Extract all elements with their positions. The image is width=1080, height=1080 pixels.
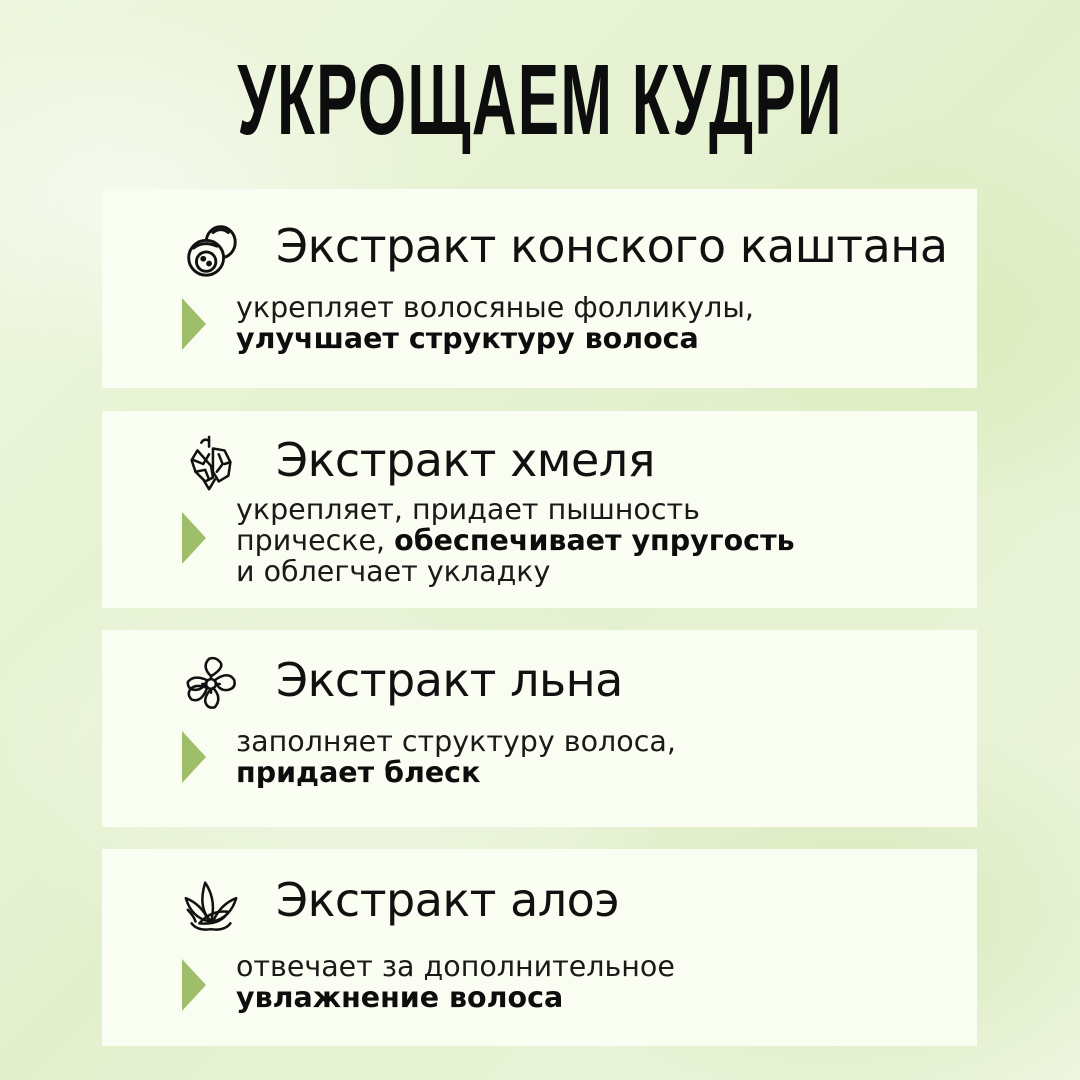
ingredient-card-flax <box>102 630 977 827</box>
description-line <box>236 323 754 354</box>
description-line <box>236 292 754 323</box>
description-text: отвечает за дополнительное <box>236 950 675 983</box>
description-line <box>236 525 795 556</box>
description-text: и облегчает укладку <box>236 555 551 588</box>
aloe-icon <box>180 873 242 935</box>
description-bold-text: улучшает структуру волоса <box>236 322 699 355</box>
ingredient-heading: Экстракт алоэ <box>276 873 620 927</box>
ingredient-description <box>236 726 676 788</box>
description-line <box>236 726 676 757</box>
description-text: укрепляет, придает пышность <box>236 493 700 526</box>
page-title: УКРОЩАЕМ КУДРИ <box>237 44 843 156</box>
bullet-arrow-icon <box>182 512 206 564</box>
hop-icon <box>180 433 242 495</box>
description-bold-text: обеспечивает упругость <box>394 524 795 557</box>
chestnut-icon <box>180 219 242 281</box>
ingredient-heading: Экстракт хмеля <box>276 433 655 487</box>
ingredient-heading: Экстракт льна <box>276 653 623 707</box>
description-text: заполняет структуру волоса, <box>236 725 676 758</box>
ingredient-heading: Экстракт конского каштана <box>276 219 948 273</box>
flax-flower-icon <box>180 653 242 715</box>
bullet-arrow-icon <box>182 959 206 1011</box>
description-text: укрепляет волосяные фолликулы, <box>236 291 754 324</box>
description-bold-text: увлажнение волоса <box>236 981 564 1014</box>
bullet-arrow-icon <box>182 731 206 783</box>
description-bold-text: придает блеск <box>236 756 481 789</box>
ingredient-description <box>236 292 754 354</box>
ingredient-card-aloe <box>102 849 977 1046</box>
ingredient-card-chestnut <box>102 189 977 388</box>
bullet-arrow-icon <box>182 298 206 350</box>
description-line <box>236 951 675 982</box>
description-line <box>236 982 675 1013</box>
description-line <box>236 556 795 587</box>
ingredient-description <box>236 494 795 587</box>
description-line <box>236 494 795 525</box>
description-line <box>236 757 676 788</box>
ingredient-card-hop <box>102 411 977 608</box>
ingredient-description <box>236 951 675 1013</box>
description-text: прическе, <box>236 524 395 557</box>
